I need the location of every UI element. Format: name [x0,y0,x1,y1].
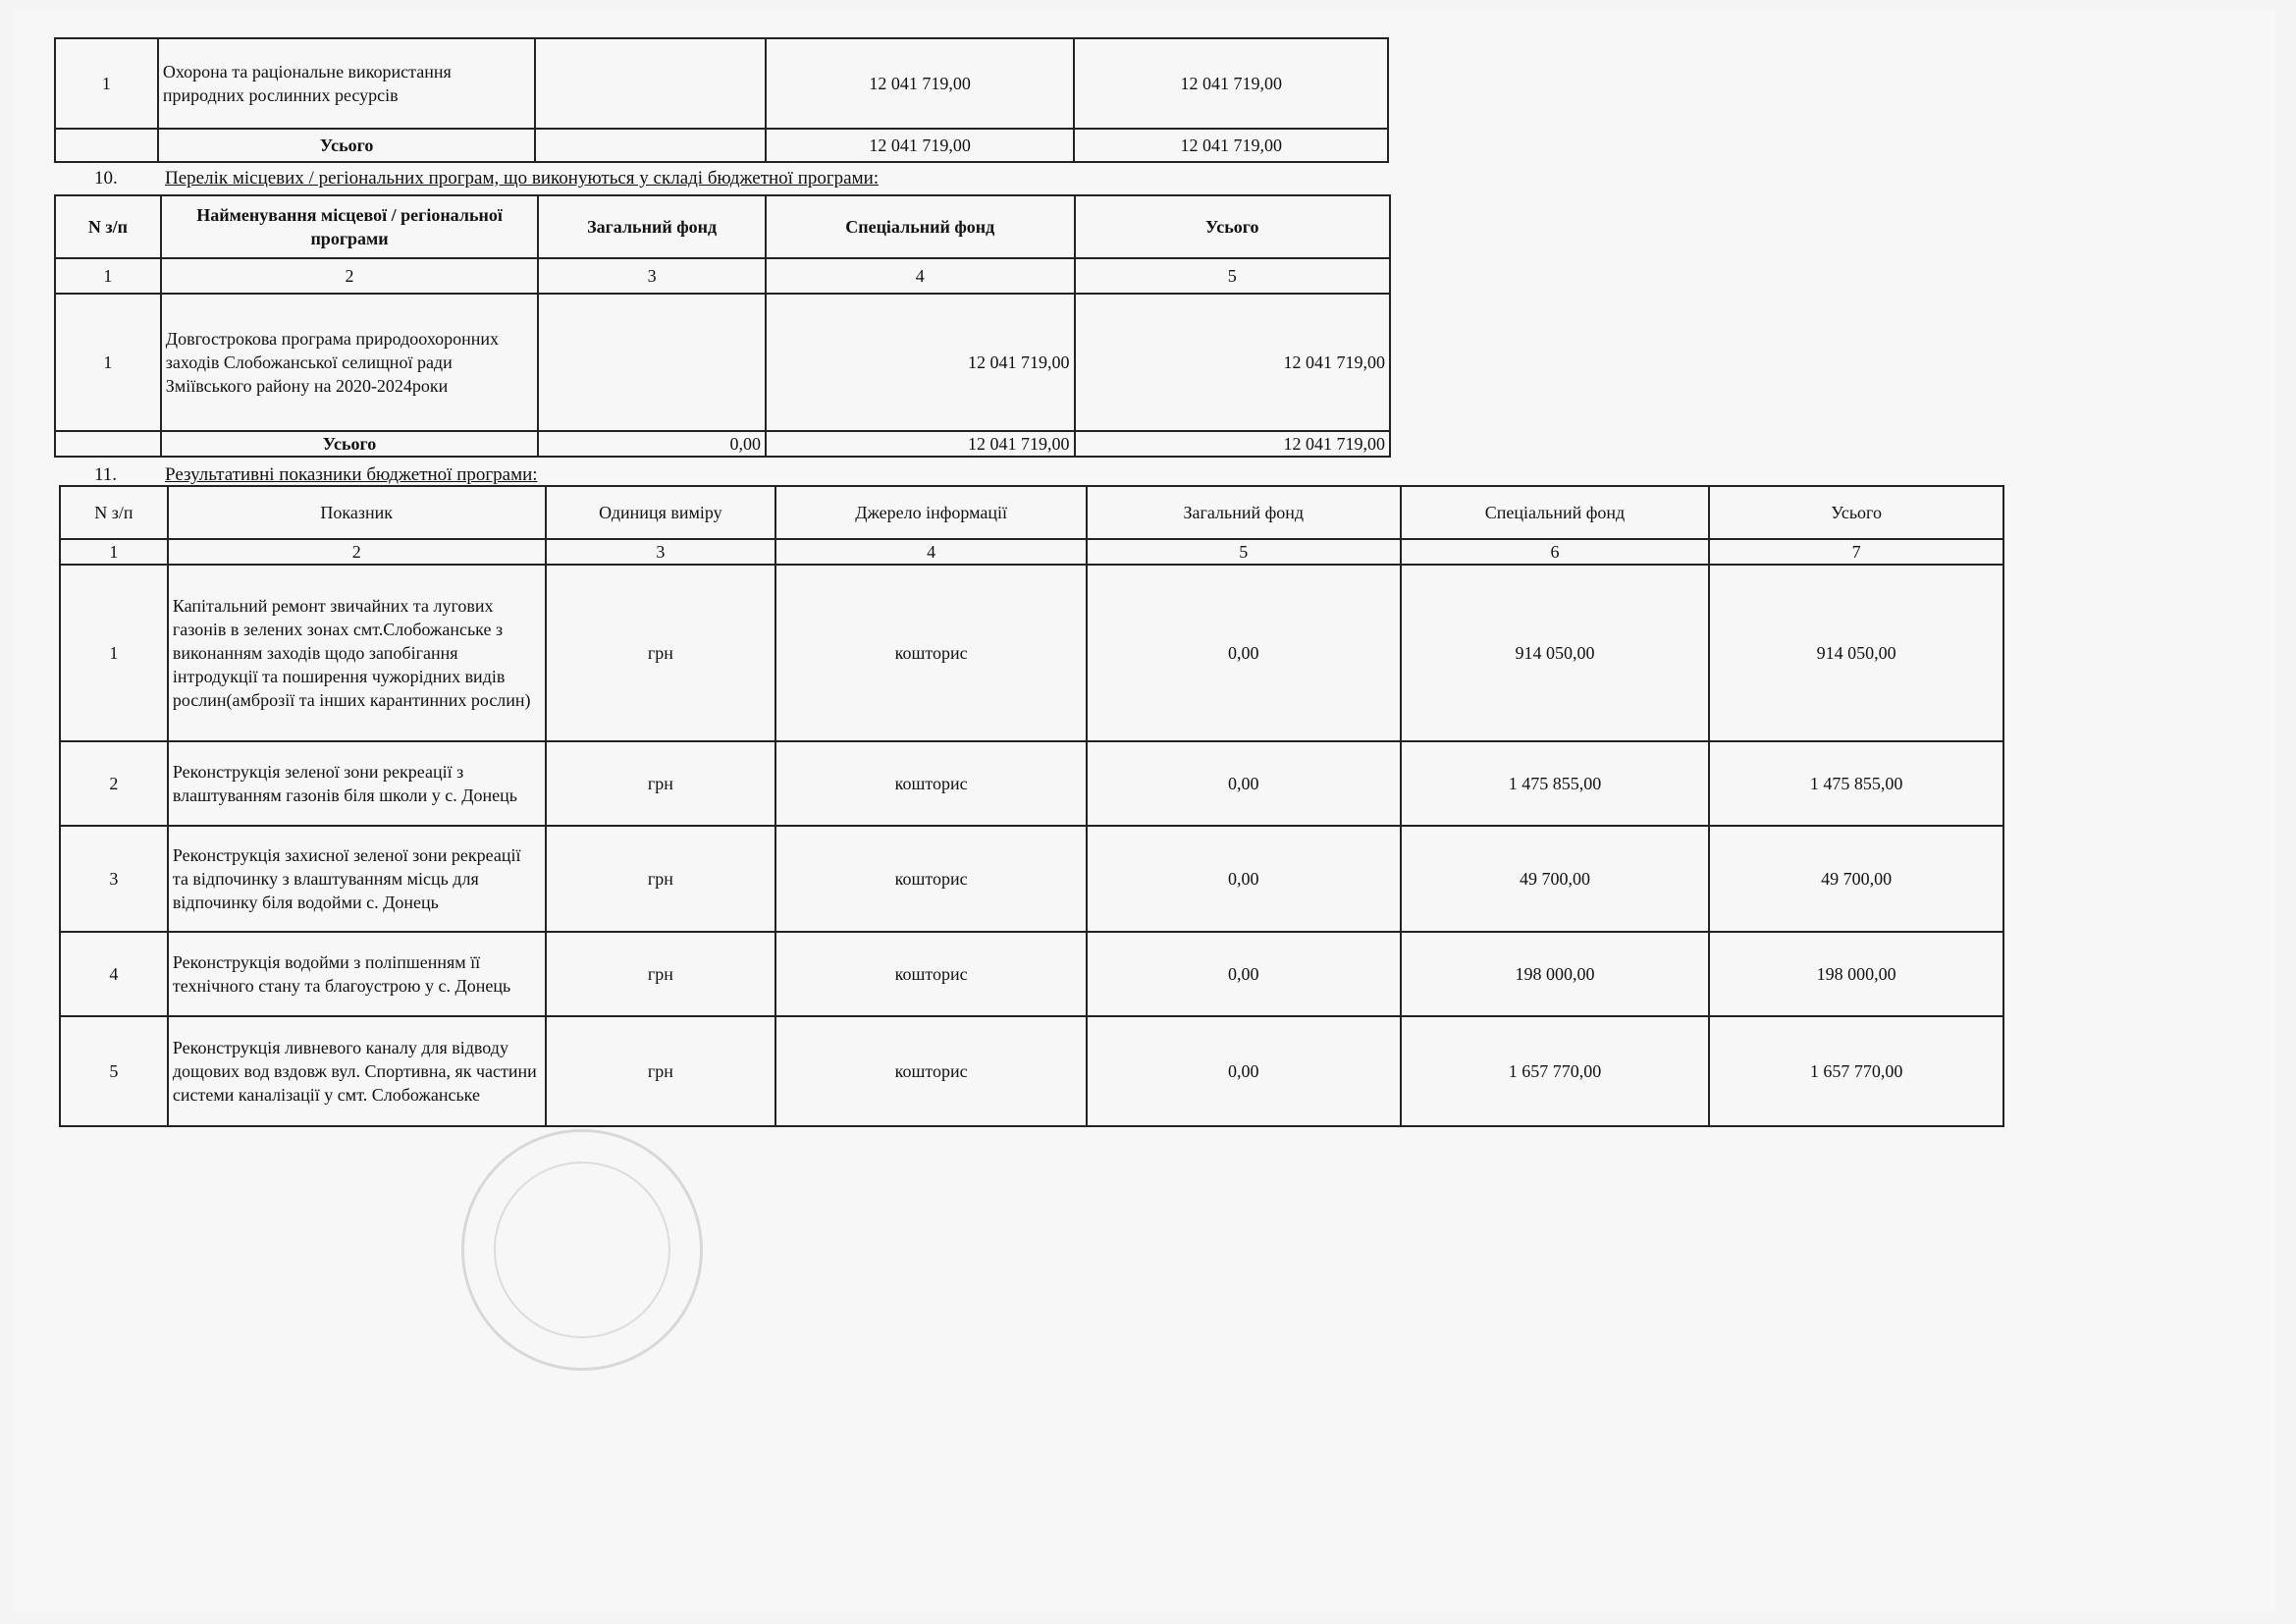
general-fund: 0,00 [1087,741,1401,826]
row-num: 1 [55,294,161,431]
general-fund: 0,00 [1087,1016,1401,1126]
colnum-2: 2 [168,539,546,565]
row-num: 2 [60,741,168,826]
indicator-name: Реконструкція водойми з поліпшенням її технічного стану та благоустрою у с. Донець [168,932,546,1016]
total: 1 475 855,00 [1709,741,2003,826]
row-num [55,431,161,457]
table-top [54,37,1389,163]
table-header-row [60,486,2003,539]
stamp-showthrough [461,1129,703,1371]
special-fund: 198 000,00 [1401,932,1710,1016]
unit: грн [546,826,776,932]
colnum-4: 4 [766,258,1075,294]
section10-title: Перелік місцевих / регіональних програм, що виконуються у складі бюджетної програми: [165,168,880,189]
table-row [60,932,2003,1016]
colnum-4: 4 [775,539,1087,565]
indicator-name: Реконструкція захисної зеленої зони рекреації та відпочинку з влаштуванням місць для відпочинку біля водойми с. Донець [168,826,546,932]
indicator-name: Капітальний ремонт звичайних та лугових газонів в зелених зонах смт.Слобожанське з виконанням заходів щодо запобігання інтродукції та поширення чужорідних видів рослин(амброзії та інших карантинних рослин) [168,565,546,741]
general-fund [538,294,766,431]
colnum-1: 1 [55,258,161,294]
total-total: 12 041 719,00 [1075,431,1390,457]
table-header-row [55,195,1390,258]
special-fund: 1 475 855,00 [1401,741,1710,826]
row-col3 [535,38,766,129]
total: 12 041 719,00 [1075,294,1390,431]
total: 198 000,00 [1709,932,2003,1016]
header-num: N з/п [60,486,168,539]
header-indicator: Показник [168,486,546,539]
row-num: 4 [60,932,168,1016]
special-fund: 1 657 770,00 [1401,1016,1710,1126]
header-total: Усього [1075,195,1390,258]
special-fund: 49 700,00 [1401,826,1710,932]
total-general: 0,00 [538,431,766,457]
program-name: Довгострокова програма природоохоронних заходів Слобожанської селищної ради Змiївського району на 2020-2024роки [161,294,538,431]
source: кошторис [775,932,1087,1016]
total-label: Усього [161,431,538,457]
column-number-row [60,539,2003,565]
unit: грн [546,741,776,826]
table-section11 [59,485,2004,1127]
row-col3 [535,129,766,162]
colnum-5: 5 [1087,539,1401,565]
general-fund: 0,00 [1087,932,1401,1016]
total: 914 050,00 [1709,565,2003,741]
unit: грн [546,565,776,741]
colnum-3: 3 [538,258,766,294]
section11-title: Результативні показники бюджетної програми: [165,464,538,485]
total: 49 700,00 [1709,826,2003,932]
table-row [60,565,2003,741]
row-num: 3 [60,826,168,932]
header-special: Спеціальний фонд [766,195,1075,258]
source: кошторис [775,741,1087,826]
table-row [60,1016,2003,1126]
table-row [60,741,2003,826]
total-special: 12 041 719,00 [766,431,1075,457]
header-source: Джерело інформації [775,486,1087,539]
header-general: Загальний фонд [1087,486,1401,539]
row-name: Охорона та раціональне використання природних рослинних ресурсів [158,38,536,129]
table-row [60,826,2003,932]
header-total: Усього [1709,486,2003,539]
general-fund: 0,00 [1087,826,1401,932]
colnum-5: 5 [1075,258,1390,294]
special-fund: 12 041 719,00 [766,294,1075,431]
column-number-row [55,258,1390,294]
colnum-3: 3 [546,539,776,565]
table-row [55,38,1388,129]
header-general: Загальний фонд [538,195,766,258]
table-row [55,294,1390,431]
source: кошторис [775,565,1087,741]
row-col4: 12 041 719,00 [766,38,1075,129]
section11-number: 11. [94,464,118,485]
section11-heading [94,463,538,487]
row-col5: 12 041 719,00 [1074,129,1388,162]
source: кошторис [775,1016,1087,1126]
header-name: Найменування місцевої / регіональної програми [161,195,538,258]
colnum-7: 7 [1709,539,2003,565]
header-num: N з/п [55,195,161,258]
table-total-row [55,129,1388,162]
section10-heading [94,167,879,190]
source: кошторис [775,826,1087,932]
indicator-name: Реконструкція ливневого каналу для відводу дощових вод вздовж вул. Спортивна, як частини системи каналізації у смт. Слобожанське [168,1016,546,1126]
row-col5: 12 041 719,00 [1074,38,1388,129]
table-section10 [54,194,1391,458]
row-num: 1 [55,38,158,129]
unit: грн [546,1016,776,1126]
special-fund: 914 050,00 [1401,565,1710,741]
unit: грн [546,932,776,1016]
colnum-2: 2 [161,258,538,294]
table-total-row [55,431,1390,457]
row-num [55,129,158,162]
colnum-1: 1 [60,539,168,565]
row-col4: 12 041 719,00 [766,129,1075,162]
total-label: Усього [158,129,536,162]
header-unit: Одиниця виміру [546,486,776,539]
section10-number: 10. [94,168,118,189]
indicator-name: Реконструкція зеленої зони рекреації з влаштуванням газонів біля школи у с. Донець [168,741,546,826]
row-num: 5 [60,1016,168,1126]
general-fund: 0,00 [1087,565,1401,741]
total: 1 657 770,00 [1709,1016,2003,1126]
header-special: Спеціальний фонд [1401,486,1710,539]
row-num: 1 [60,565,168,741]
colnum-6: 6 [1401,539,1710,565]
